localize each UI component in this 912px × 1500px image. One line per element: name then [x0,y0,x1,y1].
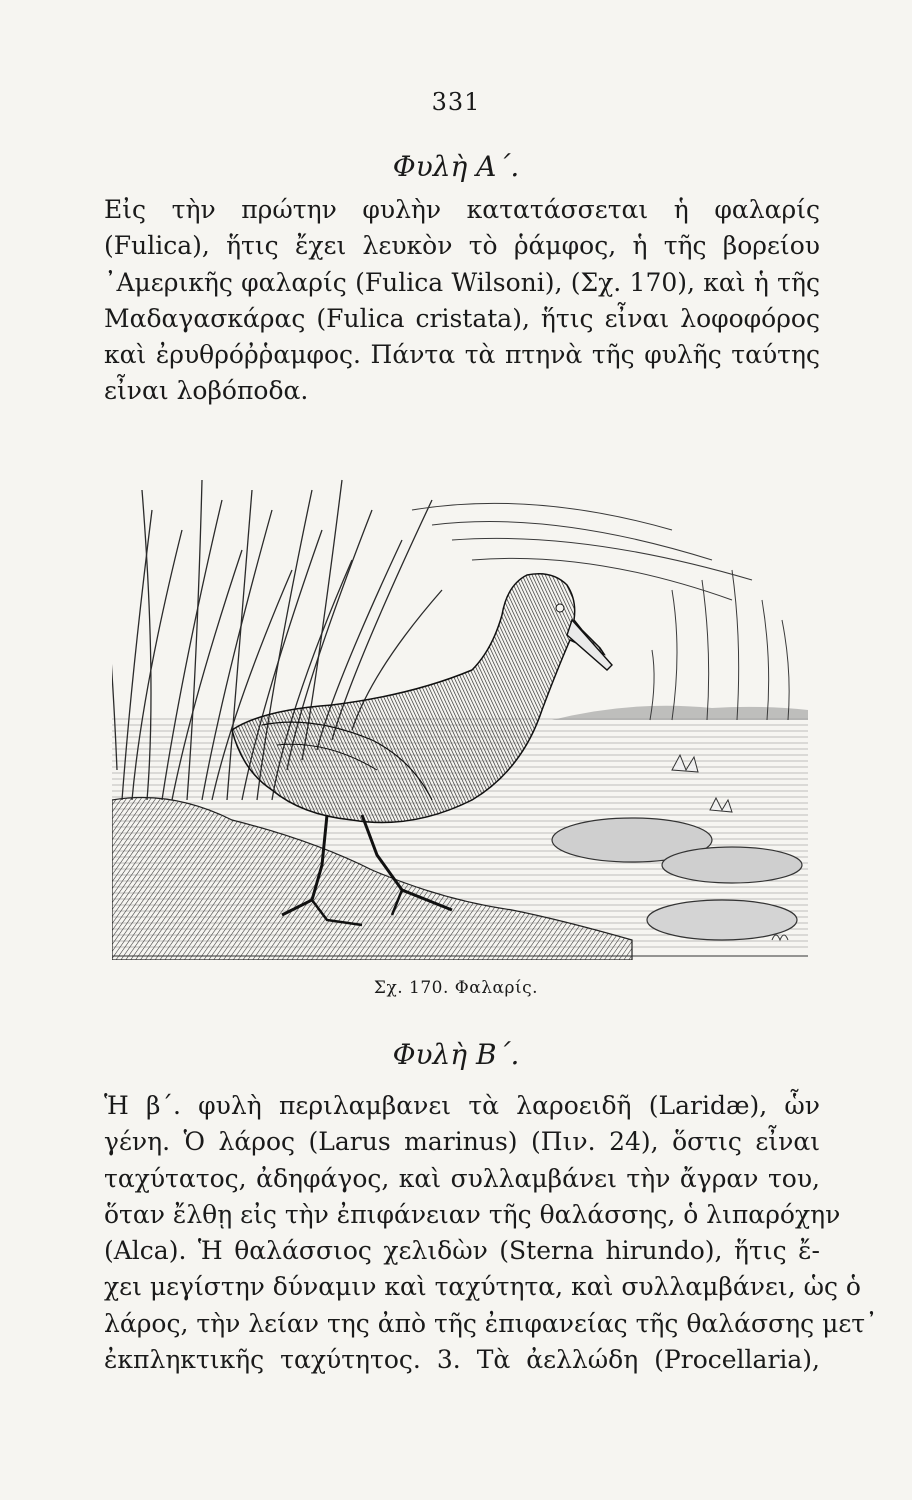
text-line: ᾿Αμερικῆς φαλαρίς (Fulica Wilsoni), (Σχ. 170), καὶ ἡ τῆς [104,267,820,297]
text-line: λάρος, τὴν λείαν της ἀπὸ τῆς ἐπιφανείας τῆς θαλάσσης μετ᾿ [104,1308,878,1338]
text-line: ἐκπληκτικῆς ταχύτητος. 3. Τὰ ἀελλώδη (Procellaria), [104,1345,820,1375]
page-number: 331 [431,88,481,116]
text-line: Μαδαγασκάρας (Fulica cristata), ἥτις εἶναι λοφοφόρος [104,303,820,333]
text-line: (Alca). Ἡ θαλάσσιος χελιδὼν (Sterna hirundo), ἥτις ἔ- [104,1236,820,1266]
lily-pad [662,847,802,883]
text-line: καὶ ἐρυθρόῤῥαμφος. Πάντα τὰ πτηνὰ τῆς φυλῆς ταύτης [104,340,820,370]
lily-pad [647,900,797,940]
text-line: ταχύτατος, ἀδηφάγος, καὶ συλλαμβάνει τὴν ἄγραν του, [104,1163,820,1193]
text-line: χει μεγίστην δύναμιν καὶ ταχύτητα, καὶ συλλαμβάνει, ὡς ὁ [104,1272,861,1302]
text-line: γένη. Ὁ λάρος (Larus marinus) (Πιν. 24), ὅστις εἶναι [104,1127,820,1157]
coot-illustration [112,470,808,960]
section-a-heading: Φυλὴ Α΄. [392,150,520,183]
section-a-paragraph [104,192,820,410]
text-line: ὅταν ἔλθῃ εἰς τὴν ἐπιφάνειαν τῆς θαλάσσης, ὁ λιπαρόχην [104,1199,841,1229]
bird-engraving-figure [112,470,808,960]
section-b-paragraph [104,1088,878,1378]
section-b-heading: Φυλὴ Β΄. [392,1038,520,1071]
text-line: Ἡ β΄. φυλὴ περιλαμβανει τὰ λαροειδῆ (Laridæ), ὧν [104,1091,820,1120]
text-line: εἶναι λοβόποδα. [104,376,309,406]
text-line: (Fulica), ἥτις ἔχει λευκὸν τὸ ῥάμφος, ἡ τῆς βορείου [104,231,820,261]
bird-eye [556,604,564,612]
figure-caption: Σχ. 170. Φαλαρίς. [373,978,539,998]
text-line: Εἰς τὴν πρώτην φυλὴν κατατάσσεται ἡ φαλαρίς [104,195,820,224]
